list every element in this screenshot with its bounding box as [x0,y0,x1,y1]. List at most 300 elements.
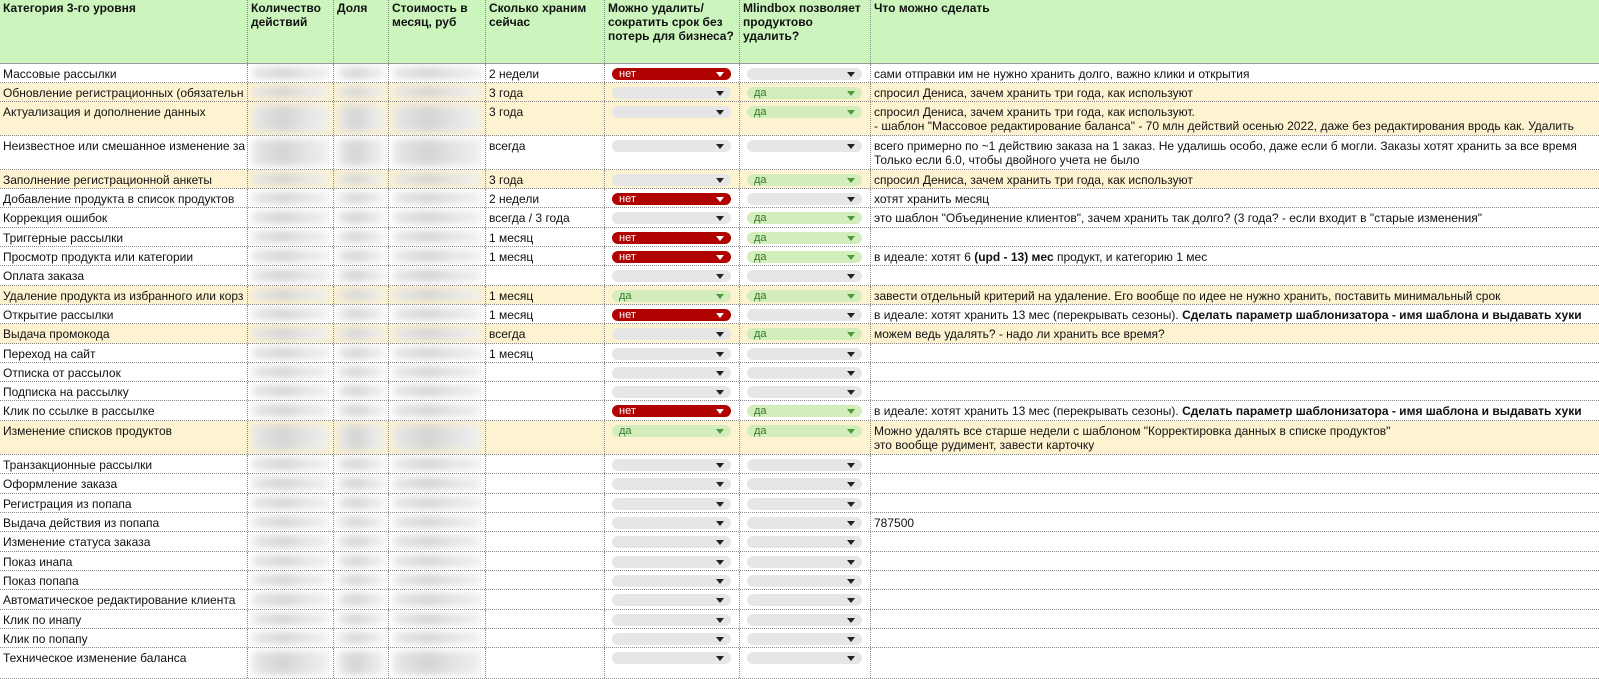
can-delete [605,286,740,304]
storage-cell[interactable]: 1 месяц [486,286,605,304]
storage-cell[interactable] [486,382,605,400]
caret-down-icon [847,352,855,357]
monthly-cost-cell[interactable] [389,571,486,589]
actions-count-cell[interactable] [248,344,334,362]
monthly-cost-cell[interactable] [389,363,486,381]
monthly-cost-cell[interactable] [389,648,486,678]
caret-down-icon [847,637,855,642]
redacted-value [393,574,481,586]
monthly-cost-cell[interactable] [389,64,486,82]
redacted-value [252,366,329,378]
mindbox-delete-dropdown[interactable] [747,556,862,568]
mindbox-delete-dropdown[interactable] [747,106,862,118]
category-cell[interactable]: Просмотр продукта или категории [0,247,248,265]
share-cell[interactable] [334,228,389,246]
can-delete-dropdown[interactable] [612,386,731,398]
can-delete [605,455,740,473]
category-cell[interactable]: Показ инапа [0,552,248,570]
note-cell[interactable] [871,610,1599,628]
note-cell[interactable] [871,532,1599,551]
category-cell[interactable]: Добавление продукта в список продуктов [0,189,248,207]
note-cell[interactable] [871,552,1599,570]
storage-cell[interactable] [486,590,605,609]
actions-count-cell[interactable] [248,83,334,101]
category-cell[interactable]: Неизвестное или смешанное изменение за [0,136,248,169]
mindbox-delete-dropdown[interactable] [747,328,862,340]
mindbox-delete [740,571,871,589]
monthly-cost-cell[interactable] [389,189,486,207]
can-delete-dropdown[interactable] [612,633,731,645]
redacted-value [338,105,384,132]
note-cell[interactable] [871,648,1599,678]
monthly-cost-cell[interactable] [389,102,486,135]
can-delete-dropdown[interactable] [612,459,731,471]
actions-count-cell[interactable] [248,189,334,207]
share-cell[interactable] [334,83,389,101]
note-cell[interactable] [871,474,1599,493]
dropdown-value: да [619,425,632,437]
monthly-cost-cell[interactable] [389,324,486,343]
redacted-value [338,347,384,359]
actions-count-cell[interactable] [248,532,334,551]
can-delete-dropdown[interactable] [612,212,731,224]
mindbox-delete-dropdown[interactable] [747,536,862,548]
can-delete-dropdown[interactable] [612,251,731,263]
actions-count-cell[interactable] [248,228,334,246]
header-row [0,0,1599,64]
mindbox-delete-dropdown[interactable] [747,309,862,321]
header-mindbox-delete[interactable]: Mlindbox позволяет продуктово удалить? [740,0,871,63]
actions-count-cell[interactable] [248,170,334,188]
storage-cell[interactable]: 2 недели [486,189,605,207]
redacted-value [252,347,329,359]
mindbox-delete-dropdown[interactable] [747,193,862,205]
can-delete [605,648,740,678]
storage-cell[interactable] [486,513,605,531]
can-delete-dropdown[interactable] [612,87,731,99]
actions-count-cell[interactable] [248,136,334,169]
note-text: сами отправки им не нужно хранить долго, важно клики и открытия [874,67,1250,81]
category-cell[interactable]: Изменение статуса заказа [0,532,248,551]
category-cell[interactable]: Оплата заказа [0,266,248,285]
note-cell[interactable] [871,189,1599,207]
storage-cell[interactable] [486,455,605,473]
dropdown-value: нет [619,68,636,80]
actions-count-cell[interactable] [248,421,334,454]
can-delete-dropdown[interactable] [612,193,731,205]
can-delete-dropdown[interactable] [612,140,731,152]
mindbox-delete-dropdown[interactable] [747,140,862,152]
mindbox-delete-dropdown[interactable] [747,290,862,302]
category-cell[interactable]: Открытие рассылки [0,305,248,323]
storage-cell[interactable] [486,552,605,570]
mindbox-delete [740,513,871,531]
monthly-cost-cell[interactable] [389,494,486,512]
monthly-cost-cell[interactable] [389,513,486,531]
note-cell[interactable] [871,266,1599,285]
monthly-cost-cell[interactable] [389,421,486,454]
mindbox-delete-dropdown[interactable] [747,478,862,490]
table-row [0,513,1599,532]
storage-cell[interactable]: всегда / 3 года [486,208,605,227]
category-cell[interactable]: Коррекция ошибок [0,208,248,227]
mindbox-delete [740,590,871,609]
can-delete-dropdown[interactable] [612,517,731,529]
storage-cell[interactable]: 1 месяц [486,247,605,265]
monthly-cost-cell[interactable] [389,286,486,304]
note-cell[interactable] [871,208,1599,227]
redacted-value [252,424,329,451]
mindbox-delete-dropdown[interactable] [747,232,862,244]
mindbox-delete-dropdown[interactable] [747,594,862,606]
can-delete-dropdown[interactable] [612,614,731,626]
actions-count-cell[interactable] [248,324,334,343]
share-cell[interactable] [334,324,389,343]
note-cell[interactable] [871,64,1599,82]
share-cell[interactable] [334,189,389,207]
mindbox-delete-dropdown[interactable] [747,575,862,587]
mindbox-delete-dropdown[interactable] [747,367,862,379]
actions-count-cell[interactable] [248,102,334,135]
redacted-value [393,385,481,397]
monthly-cost-cell[interactable] [389,532,486,551]
actions-count-cell[interactable] [248,629,334,647]
note-cell[interactable] [871,629,1599,647]
storage-cell[interactable] [486,610,605,628]
table-row [0,64,1599,83]
mindbox-delete-dropdown[interactable] [747,405,862,417]
category-cell[interactable]: Клик по инапу [0,610,248,628]
note-cell[interactable] [871,228,1599,246]
storage-cell[interactable] [486,571,605,589]
share-cell[interactable] [334,64,389,82]
share-cell[interactable] [334,170,389,188]
share-cell[interactable] [334,401,389,420]
monthly-cost-cell[interactable] [389,344,486,362]
header-actions-count[interactable]: Количество действий [248,0,334,63]
monthly-cost-cell[interactable] [389,305,486,323]
header-category[interactable]: Категория 3-го уровня [0,0,248,63]
note-cell[interactable] [871,170,1599,188]
storage-cell[interactable]: 3 года [486,170,605,188]
redacted-value [338,651,384,675]
monthly-cost-cell[interactable] [389,170,486,188]
storage-cell[interactable] [486,266,605,285]
header-can-delete[interactable]: Можно удалить/сократить срок без потерь для бизнеса? [605,0,740,63]
monthly-cost-cell[interactable] [389,474,486,493]
redacted-value [338,477,384,490]
can-delete-dropdown[interactable] [612,536,731,548]
can-delete-dropdown[interactable] [612,498,731,510]
category-cell[interactable]: Подписка на рассылку [0,382,248,400]
storage-cell[interactable]: 1 месяц [486,305,605,323]
actions-count-cell[interactable] [248,305,334,323]
can-delete-dropdown[interactable] [612,232,731,244]
can-delete [605,102,740,135]
table-row [0,474,1599,494]
category-cell[interactable]: Клик по ссылке в рассылке [0,401,248,420]
actions-count-cell[interactable] [248,401,334,420]
note-cell[interactable] [871,571,1599,589]
category-cell[interactable]: Изменение списков продуктов [0,421,248,454]
monthly-cost-cell[interactable] [389,83,486,101]
mindbox-delete-dropdown[interactable] [747,174,862,186]
can-delete [605,382,740,400]
actions-count-cell[interactable] [248,64,334,82]
redacted-value [252,139,329,166]
note-cell[interactable] [871,421,1599,454]
caret-down-icon [716,656,724,661]
category-cell[interactable]: Удаление продукта из избранного или корз [0,286,248,304]
storage-cell[interactable] [486,648,605,678]
monthly-cost-cell[interactable] [389,629,486,647]
mindbox-delete-dropdown[interactable] [747,212,862,224]
share-cell[interactable] [334,610,389,628]
category-cell[interactable]: Массовые рассылки [0,64,248,82]
can-delete [605,474,740,493]
share-cell[interactable] [334,363,389,381]
actions-count-cell[interactable] [248,286,334,304]
actions-count-cell[interactable] [248,513,334,531]
actions-count-cell[interactable] [248,552,334,570]
note-text: завести отдельный критерий на удаление. Его вообще по идее не нужно хранить, поставить минимальный срок [874,289,1501,303]
table-row [0,228,1599,247]
share-cell[interactable] [334,136,389,169]
note-cell[interactable] [871,286,1599,304]
note-cell[interactable] [871,344,1599,362]
mindbox-delete-dropdown[interactable] [747,652,862,664]
header-share[interactable]: Доля [334,0,389,63]
category-cell[interactable]: Техническое изменение баланса [0,648,248,678]
redacted-value [252,105,329,132]
mindbox-delete-dropdown[interactable] [747,348,862,360]
mindbox-delete [740,208,871,227]
mindbox-delete-dropdown[interactable] [747,68,862,80]
category-cell[interactable]: Регистрация из попапа [0,494,248,512]
actions-count-cell[interactable] [248,382,334,400]
category-cell[interactable]: Оформление заказа [0,474,248,493]
can-delete-dropdown[interactable] [612,594,731,606]
caret-down-icon [847,144,855,149]
can-delete [605,590,740,609]
actions-count-cell[interactable] [248,610,334,628]
monthly-cost-cell[interactable] [389,455,486,473]
share-cell[interactable] [334,344,389,362]
share-cell[interactable] [334,648,389,678]
actions-count-cell[interactable] [248,363,334,381]
monthly-cost-cell[interactable] [389,247,486,265]
caret-down-icon [847,294,855,299]
header-storage-now[interactable]: Сколько храним сейчас [486,0,605,63]
monthly-cost-cell[interactable] [389,610,486,628]
redacted-value [338,192,384,204]
monthly-cost-cell[interactable] [389,401,486,420]
header-what-to-do[interactable]: Что можно сделать [874,1,990,15]
storage-cell[interactable] [486,629,605,647]
redacted-value [252,173,329,185]
category-cell[interactable]: Триггерные рассылки [0,228,248,246]
share-cell[interactable] [334,305,389,323]
share-cell[interactable] [334,629,389,647]
storage-cell[interactable]: всегда [486,136,605,169]
actions-count-cell[interactable] [248,247,334,265]
mindbox-delete-dropdown[interactable] [747,425,862,437]
category-cell[interactable]: Обновление регистрационных (обязательн [0,83,248,101]
can-delete-dropdown[interactable] [612,556,731,568]
note-cell[interactable] [871,305,1599,323]
can-delete-dropdown[interactable] [612,290,731,302]
can-delete-dropdown[interactable] [612,174,731,186]
monthly-cost-cell[interactable] [389,266,486,285]
note-cell[interactable] [871,382,1599,400]
storage-cell[interactable] [486,421,605,454]
share-cell[interactable] [334,552,389,570]
mindbox-delete-dropdown[interactable] [747,386,862,398]
redacted-value [252,593,329,606]
note-cell[interactable] [871,455,1599,473]
actions-count-cell[interactable] [248,494,334,512]
share-cell[interactable] [334,208,389,227]
category-cell[interactable]: Выдача действия из попапа [0,513,248,531]
category-cell[interactable]: Актуализация и дополнение данных [0,102,248,135]
share-cell[interactable] [334,474,389,493]
can-delete-dropdown[interactable] [612,405,731,417]
redacted-value [338,173,384,185]
note-cell[interactable] [871,590,1599,609]
can-delete-dropdown[interactable] [612,348,731,360]
can-delete-dropdown[interactable] [612,425,731,437]
share-cell[interactable] [334,571,389,589]
table-row [0,324,1599,344]
can-delete-dropdown[interactable] [612,328,731,340]
share-cell[interactable] [334,247,389,265]
can-delete-dropdown[interactable] [612,309,731,321]
storage-cell[interactable]: всегда [486,324,605,343]
dropdown-value: да [754,290,767,302]
can-delete [605,552,740,570]
caret-down-icon [716,618,724,623]
share-cell[interactable] [334,266,389,285]
storage-cell[interactable] [486,474,605,493]
header-monthly-cost[interactable]: Стоимость в месяц, руб [389,0,486,63]
actions-count-cell[interactable] [248,474,334,493]
storage-cell[interactable] [486,532,605,551]
actions-count-cell[interactable] [248,590,334,609]
note-cell[interactable] [871,102,1599,135]
actions-count-cell[interactable] [248,266,334,285]
caret-down-icon [716,409,724,414]
caret-down-icon [716,332,724,337]
caret-down-icon [847,502,855,507]
can-delete-dropdown[interactable] [612,575,731,587]
can-delete-dropdown[interactable] [612,106,731,118]
table-row [0,189,1599,208]
monthly-cost-cell[interactable] [389,552,486,570]
redacted-value [338,250,384,262]
table-row [0,266,1599,286]
monthly-cost-cell[interactable] [389,590,486,609]
can-delete-dropdown[interactable] [612,270,731,282]
mindbox-delete-dropdown[interactable] [747,614,862,626]
category-cell[interactable]: Отписка от рассылок [0,363,248,381]
monthly-cost-cell[interactable] [389,136,486,169]
share-cell[interactable] [334,382,389,400]
redacted-value [252,385,329,397]
redacted-value [338,497,384,509]
note-cell[interactable] [871,513,1599,531]
mindbox-delete-dropdown[interactable] [747,270,862,282]
mindbox-delete-dropdown[interactable] [747,459,862,471]
note-cell[interactable] [871,136,1599,169]
actions-count-cell[interactable] [248,648,334,678]
category-cell[interactable]: Транзакционные рассылки [0,455,248,473]
mindbox-delete-dropdown[interactable] [747,498,862,510]
can-delete-dropdown[interactable] [612,68,731,80]
redacted-value [393,173,481,185]
storage-cell[interactable]: 1 месяц [486,344,605,362]
share-cell[interactable] [334,532,389,551]
category-cell[interactable]: Клик по попапу [0,629,248,647]
monthly-cost-cell[interactable] [389,208,486,227]
mindbox-delete-dropdown[interactable] [747,633,862,645]
category-cell[interactable]: Показ попапа [0,571,248,589]
storage-cell[interactable]: 3 года [486,83,605,101]
storage-cell[interactable] [486,401,605,420]
share-cell[interactable] [334,102,389,135]
category-cell[interactable]: Переход на сайт [0,344,248,362]
mindbox-delete-dropdown[interactable] [747,517,862,529]
mindbox-delete-dropdown[interactable] [747,251,862,263]
actions-count-cell[interactable] [248,571,334,589]
share-cell[interactable] [334,590,389,609]
caret-down-icon [716,560,724,565]
can-delete [605,532,740,551]
monthly-cost-cell[interactable] [389,382,486,400]
note-cell[interactable] [871,363,1599,381]
can-delete [605,64,740,82]
actions-count-cell[interactable] [248,455,334,473]
share-cell[interactable] [334,513,389,531]
storage-cell[interactable] [486,494,605,512]
note-cell[interactable] [871,83,1599,101]
can-delete-dropdown[interactable] [612,478,731,490]
note-cell[interactable] [871,401,1599,420]
can-delete-dropdown[interactable] [612,652,731,664]
category-cell[interactable]: Заполнение регистрационной анкеты [0,170,248,188]
can-delete-dropdown[interactable] [612,367,731,379]
storage-cell[interactable]: 2 недели [486,64,605,82]
caret-down-icon [716,579,724,584]
storage-cell[interactable]: 3 года [486,102,605,135]
storage-cell[interactable]: 1 месяц [486,228,605,246]
table-row [0,552,1599,571]
storage-cell[interactable] [486,363,605,381]
share-cell[interactable] [334,455,389,473]
share-cell[interactable] [334,494,389,512]
mindbox-delete-dropdown[interactable] [747,87,862,99]
note-cell[interactable] [871,494,1599,512]
category-cell[interactable]: Автоматическое редактирование клиента [0,590,248,609]
monthly-cost-cell[interactable] [389,228,486,246]
caret-down-icon [716,390,724,395]
share-cell[interactable] [334,421,389,454]
category-cell[interactable]: Выдача промокода [0,324,248,343]
note-cell[interactable] [871,247,1599,265]
redacted-value [252,308,329,320]
note-cell[interactable] [871,324,1599,343]
share-cell[interactable] [334,286,389,304]
actions-count-cell[interactable] [248,208,334,227]
